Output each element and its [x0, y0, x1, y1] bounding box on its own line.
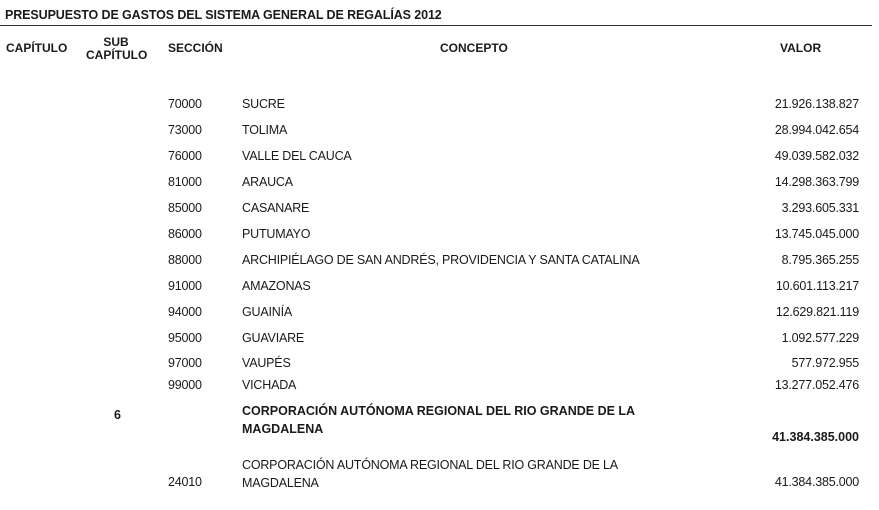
section-concept-line1: CORPORACIÓN AUTÓNOMA REGIONAL DEL RIO GRANDE DE LA — [242, 458, 618, 472]
concept-text: VALLE DEL CAUCA — [242, 149, 352, 163]
header-sub-line1: SUB — [103, 35, 129, 49]
value-text: 49.039.582.032 — [774, 149, 859, 163]
value-text: 13.277.052.476 — [774, 378, 859, 392]
header-seccion: SECCIÓN — [168, 41, 223, 55]
table-row — [0, 97, 879, 117]
table-row — [0, 331, 879, 351]
concept-text: AMAZONAS — [242, 279, 311, 293]
header-concepto: CONCEPTO — [440, 41, 508, 55]
section-code: 73000 — [168, 123, 202, 137]
table-row — [0, 175, 879, 195]
subchapter-concept-line2: MAGDALENA — [242, 422, 324, 436]
subchapter-value: 41.384.385.000 — [772, 430, 859, 444]
subchapter-concept-line1: CORPORACIÓN AUTÓNOMA REGIONAL DEL RIO GRANDE DE LA — [242, 404, 636, 418]
section-row — [0, 456, 879, 496]
concept-text: GUAVIARE — [242, 331, 305, 345]
value-text: 1.092.577.229 — [781, 331, 859, 345]
document-title: PRESUPUESTO DE GASTOS DEL SISTEMA GENERAL DE REGALÍAS 2012 — [5, 8, 442, 22]
value-text: 10.601.113.217 — [775, 279, 859, 293]
value-text: 8.795.365.255 — [781, 253, 859, 267]
concept-text: VAUPÉS — [242, 356, 291, 370]
value-text: 14.298.363.799 — [774, 175, 859, 189]
table-row — [0, 378, 879, 398]
header-sub-line2: CAPÍTULO — [86, 48, 148, 62]
section-code: 88000 — [168, 253, 202, 267]
table-row — [0, 227, 879, 247]
section-code: 95000 — [168, 331, 202, 345]
table-row — [0, 149, 879, 169]
section-code: 94000 — [168, 305, 202, 319]
section-code: 97000 — [168, 356, 202, 370]
table-row — [0, 253, 879, 273]
table-row — [0, 201, 879, 221]
section-code: 91000 — [168, 279, 202, 293]
concept-text: GUAINÍA — [242, 305, 292, 319]
section-code: 24010 — [168, 475, 202, 489]
concept-text: ARCHIPIÉLAGO DE SAN ANDRÉS, PROVIDENCIA Y SANTA CATALINA — [242, 253, 640, 267]
table-row — [0, 123, 879, 143]
concept-text: SUCRE — [242, 97, 285, 111]
table-row — [0, 305, 879, 325]
header-capitulo: CAPÍTULO — [6, 41, 68, 55]
title-underline — [0, 25, 872, 26]
subchapter-number: 6 — [114, 408, 121, 422]
table-row — [0, 279, 879, 299]
header-subcapitulo — [86, 36, 146, 62]
table-row — [0, 356, 879, 376]
concept-text: ARAUCA — [242, 175, 293, 189]
section-concept — [242, 456, 702, 492]
section-code: 85000 — [168, 201, 202, 215]
value-text: 21.926.138.827 — [774, 97, 859, 111]
header-valor: VALOR — [780, 41, 822, 55]
value-text: 12.629.821.119 — [775, 305, 859, 319]
concept-text: VICHADA — [242, 378, 297, 392]
section-code: 70000 — [168, 97, 202, 111]
concept-text: CASANARE — [242, 201, 310, 215]
section-code: 86000 — [168, 227, 202, 241]
section-code: 81000 — [168, 175, 202, 189]
value-text: 13.745.045.000 — [774, 227, 859, 241]
concept-text: PUTUMAYO — [242, 227, 311, 241]
subchapter-row — [0, 402, 879, 452]
section-value: 41.384.385.000 — [774, 475, 859, 489]
section-concept-line2: MAGDALENA — [242, 476, 319, 490]
section-code: 99000 — [168, 378, 202, 392]
concept-text: TOLIMA — [242, 123, 288, 137]
value-text: 28.994.042.654 — [774, 123, 859, 137]
section-code: 76000 — [168, 149, 202, 163]
value-text: 3.293.605.331 — [781, 201, 859, 215]
value-text: 577.972.955 — [791, 356, 859, 370]
subchapter-concept — [242, 402, 702, 438]
